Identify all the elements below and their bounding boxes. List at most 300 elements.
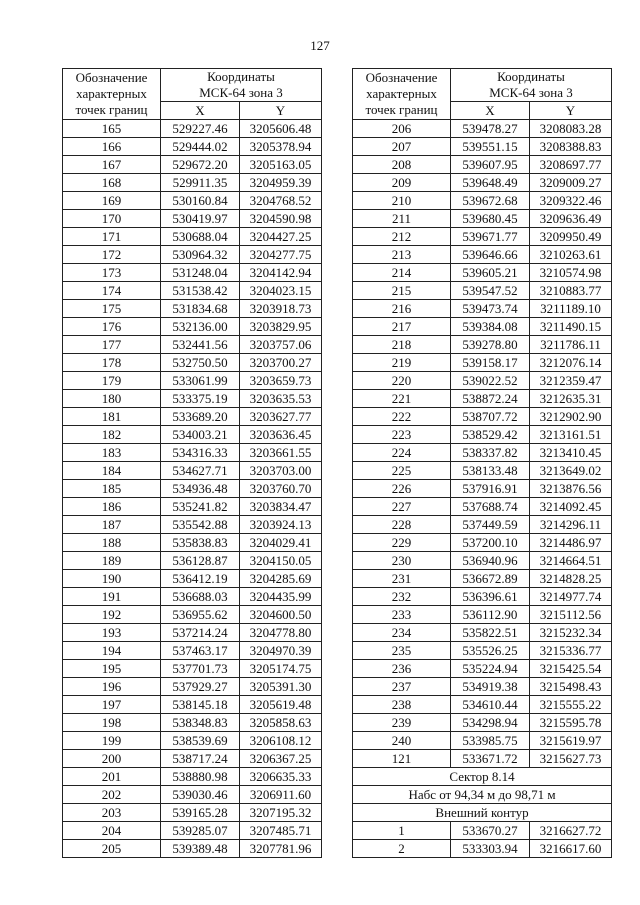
- x-coordinate-cell: 539551.15: [451, 138, 530, 156]
- x-coordinate-cell: 533985.75: [451, 732, 530, 750]
- x-header: X: [451, 102, 530, 120]
- y-coordinate-cell: 3209636.49: [530, 210, 612, 228]
- y-coordinate-cell: 3205174.75: [240, 660, 322, 678]
- point-id-cell: 179: [63, 372, 161, 390]
- x-coordinate-cell: 539389.48: [161, 840, 240, 858]
- y-coordinate-cell: 3214664.51: [530, 552, 612, 570]
- table-row: [353, 498, 612, 516]
- point-id-cell: 229: [353, 534, 451, 552]
- x-coordinate-cell: 530688.04: [161, 228, 240, 246]
- table-row: [353, 138, 612, 156]
- point-id-cell: 195: [63, 660, 161, 678]
- table-row: [63, 156, 322, 174]
- y-coordinate-cell: 3209009.27: [530, 174, 612, 192]
- point-id-cell: 182: [63, 426, 161, 444]
- y-coordinate-cell: 3204778.80: [240, 624, 322, 642]
- coordinates-table-right: [352, 68, 612, 858]
- x-coordinate-cell: 533670.27: [451, 822, 530, 840]
- coordinates-header: Координаты МСК-64 зона 3: [451, 69, 612, 102]
- table-row: [353, 480, 612, 498]
- x-coordinate-cell: 534003.21: [161, 426, 240, 444]
- table-row: [353, 300, 612, 318]
- table-row: [63, 228, 322, 246]
- table-row: [63, 624, 322, 642]
- y-coordinate-cell: 3214977.74: [530, 588, 612, 606]
- table-row: [63, 534, 322, 552]
- point-id-cell: 193: [63, 624, 161, 642]
- table-row: [63, 696, 322, 714]
- y-coordinate-cell: 3215627.73: [530, 750, 612, 768]
- point-id-cell: 219: [353, 354, 451, 372]
- y-coordinate-cell: 3204435.99: [240, 588, 322, 606]
- point-id-cell: 217: [353, 318, 451, 336]
- x-coordinate-cell: 531248.04: [161, 264, 240, 282]
- coordinates-table-left: [62, 68, 322, 858]
- page-number: 127: [310, 38, 330, 53]
- point-id-cell: 225: [353, 462, 451, 480]
- point-id-cell: 184: [63, 462, 161, 480]
- table-row: [353, 840, 612, 858]
- table-row: [63, 516, 322, 534]
- point-id-cell: 168: [63, 174, 161, 192]
- x-coordinate-cell: 539022.52: [451, 372, 530, 390]
- table-row: [63, 786, 322, 804]
- y-coordinate-cell: 3203760.70: [240, 480, 322, 498]
- x-coordinate-cell: 534936.48: [161, 480, 240, 498]
- y-coordinate-cell: 3205619.48: [240, 696, 322, 714]
- table-row: [63, 336, 322, 354]
- x-coordinate-cell: 537214.24: [161, 624, 240, 642]
- x-coordinate-cell: 534627.71: [161, 462, 240, 480]
- y-coordinate-cell: 3213410.45: [530, 444, 612, 462]
- table-row: [63, 642, 322, 660]
- sector-contour-label: Внешний контур: [353, 804, 612, 822]
- x-coordinate-cell: 538880.98: [161, 768, 240, 786]
- point-id-cell: 169: [63, 192, 161, 210]
- y-coordinate-cell: 3215619.97: [530, 732, 612, 750]
- x-coordinate-cell: 538133.48: [451, 462, 530, 480]
- table-row: [63, 174, 322, 192]
- point-id-cell: 203: [63, 804, 161, 822]
- table-row: [353, 282, 612, 300]
- point-id-cell: 183: [63, 444, 161, 462]
- point-id-cell: 186: [63, 498, 161, 516]
- y-coordinate-cell: 3203636.45: [240, 426, 322, 444]
- y-coordinate-cell: 3204023.15: [240, 282, 322, 300]
- x-coordinate-cell: 529911.35: [161, 174, 240, 192]
- table-row: [353, 390, 612, 408]
- x-coordinate-cell: 530160.84: [161, 192, 240, 210]
- y-coordinate-cell: 3211786.11: [530, 336, 612, 354]
- table-row: [63, 282, 322, 300]
- sector-height-range: Набс от 94,34 м до 98,71 м: [353, 786, 612, 804]
- x-coordinate-cell: 539680.45: [451, 210, 530, 228]
- y-coordinate-cell: 3210574.98: [530, 264, 612, 282]
- y-coordinate-cell: 3204970.39: [240, 642, 322, 660]
- y-coordinate-cell: 3213161.51: [530, 426, 612, 444]
- y-coordinate-cell: 3203661.55: [240, 444, 322, 462]
- point-id-cell: 202: [63, 786, 161, 804]
- x-coordinate-cell: 539165.28: [161, 804, 240, 822]
- point-id-cell: 236: [353, 660, 451, 678]
- y-coordinate-cell: 3204150.05: [240, 552, 322, 570]
- point-id-cell: 171: [63, 228, 161, 246]
- table-row: [63, 300, 322, 318]
- point-id-cell: 197: [63, 696, 161, 714]
- x-coordinate-cell: 536672.89: [451, 570, 530, 588]
- x-coordinate-cell: 539285.07: [161, 822, 240, 840]
- table-row: [63, 732, 322, 750]
- x-coordinate-cell: 535224.94: [451, 660, 530, 678]
- y-coordinate-cell: 3215425.54: [530, 660, 612, 678]
- point-id-cell: 232: [353, 588, 451, 606]
- point-id-cell: 189: [63, 552, 161, 570]
- point-id-cell: 228: [353, 516, 451, 534]
- table-row: [353, 354, 612, 372]
- x-coordinate-cell: 539547.52: [451, 282, 530, 300]
- y-coordinate-cell: 3205858.63: [240, 714, 322, 732]
- point-id-cell: 191: [63, 588, 161, 606]
- x-coordinate-cell: 533061.99: [161, 372, 240, 390]
- point-id-cell: 176: [63, 318, 161, 336]
- y-coordinate-cell: 3207485.71: [240, 822, 322, 840]
- x-coordinate-cell: 536955.62: [161, 606, 240, 624]
- y-coordinate-cell: 3205606.48: [240, 120, 322, 138]
- table-row: [63, 804, 322, 822]
- table-row: [353, 570, 612, 588]
- x-header: X: [161, 102, 240, 120]
- x-coordinate-cell: 538145.18: [161, 696, 240, 714]
- y-coordinate-cell: 3203924.13: [240, 516, 322, 534]
- point-id-cell: 213: [353, 246, 451, 264]
- x-coordinate-cell: 530419.97: [161, 210, 240, 228]
- x-coordinate-cell: 538337.82: [451, 444, 530, 462]
- table-row: [353, 228, 612, 246]
- point-id-cell: 166: [63, 138, 161, 156]
- x-coordinate-cell: 538348.83: [161, 714, 240, 732]
- table-row: [353, 120, 612, 138]
- table-row: [63, 678, 322, 696]
- x-coordinate-cell: 535241.82: [161, 498, 240, 516]
- table-row: [353, 156, 612, 174]
- point-id-cell: 237: [353, 678, 451, 696]
- point-id-cell: 220: [353, 372, 451, 390]
- y-coordinate-cell: 3203700.27: [240, 354, 322, 372]
- x-coordinate-cell: 535838.83: [161, 534, 240, 552]
- x-coordinate-cell: 534919.38: [451, 678, 530, 696]
- y-coordinate-cell: 3213876.56: [530, 480, 612, 498]
- y-coordinate-cell: 3204142.94: [240, 264, 322, 282]
- point-id-cell: 198: [63, 714, 161, 732]
- table-row: [63, 120, 322, 138]
- table-row: [63, 480, 322, 498]
- point-id-cell: 121: [353, 750, 451, 768]
- y-coordinate-cell: 3214486.97: [530, 534, 612, 552]
- table-row: [353, 516, 612, 534]
- y-coordinate-cell: 3215112.56: [530, 606, 612, 624]
- table-row: [63, 372, 322, 390]
- y-coordinate-cell: 3203627.77: [240, 408, 322, 426]
- table-row: [353, 750, 612, 768]
- coordinates-header: Координаты МСК-64 зона 3: [161, 69, 322, 102]
- point-id-cell: 216: [353, 300, 451, 318]
- x-coordinate-cell: 537701.73: [161, 660, 240, 678]
- table-row: [353, 336, 612, 354]
- y-coordinate-cell: 3203635.53: [240, 390, 322, 408]
- y-coordinate-cell: 3212076.14: [530, 354, 612, 372]
- y-coordinate-cell: 3210263.61: [530, 246, 612, 264]
- y-coordinate-cell: 3211490.15: [530, 318, 612, 336]
- y-coordinate-cell: 3206367.25: [240, 750, 322, 768]
- y-coordinate-cell: 3216627.72: [530, 822, 612, 840]
- y-coordinate-cell: 3215336.77: [530, 642, 612, 660]
- point-id-cell: 215: [353, 282, 451, 300]
- x-coordinate-cell: 533671.72: [451, 750, 530, 768]
- table-row: [353, 174, 612, 192]
- x-coordinate-cell: 529444.02: [161, 138, 240, 156]
- y-coordinate-cell: 3203757.06: [240, 336, 322, 354]
- y-coordinate-cell: 3204285.69: [240, 570, 322, 588]
- x-coordinate-cell: 536412.19: [161, 570, 240, 588]
- table-row: [63, 750, 322, 768]
- point-id-cell: 209: [353, 174, 451, 192]
- point-id-cell: 230: [353, 552, 451, 570]
- y-coordinate-cell: 3204427.25: [240, 228, 322, 246]
- x-coordinate-cell: 537688.74: [451, 498, 530, 516]
- x-coordinate-cell: 537463.17: [161, 642, 240, 660]
- point-id-cell: 187: [63, 516, 161, 534]
- x-coordinate-cell: 534316.33: [161, 444, 240, 462]
- x-coordinate-cell: 539672.68: [451, 192, 530, 210]
- point-id-cell: 234: [353, 624, 451, 642]
- y-coordinate-cell: 3204600.50: [240, 606, 322, 624]
- y-coordinate-cell: 3210883.77: [530, 282, 612, 300]
- point-id-cell: 235: [353, 642, 451, 660]
- y-coordinate-cell: 3212902.90: [530, 408, 612, 426]
- point-id-cell: 177: [63, 336, 161, 354]
- y-coordinate-cell: 3204029.41: [240, 534, 322, 552]
- table-row: [353, 192, 612, 210]
- table-row: [353, 246, 612, 264]
- point-id-cell: 221: [353, 390, 451, 408]
- point-id-cell: 199: [63, 732, 161, 750]
- table-row: [353, 606, 612, 624]
- x-coordinate-cell: 537200.10: [451, 534, 530, 552]
- x-coordinate-cell: 539605.21: [451, 264, 530, 282]
- x-coordinate-cell: 532441.56: [161, 336, 240, 354]
- table-row: [63, 768, 322, 786]
- point-id-cell: 181: [63, 408, 161, 426]
- point-id-cell: 223: [353, 426, 451, 444]
- x-coordinate-cell: 529672.20: [161, 156, 240, 174]
- designation-header: Обозначение характерных точек границ: [353, 69, 451, 120]
- x-coordinate-cell: 539158.17: [451, 354, 530, 372]
- point-id-cell: 204: [63, 822, 161, 840]
- point-id-cell: 205: [63, 840, 161, 858]
- y-coordinate-cell: 3211189.10: [530, 300, 612, 318]
- y-coordinate-cell: 3216617.60: [530, 840, 612, 858]
- table-row: [353, 552, 612, 570]
- table-row: [353, 426, 612, 444]
- point-id-cell: 180: [63, 390, 161, 408]
- table-row: [63, 606, 322, 624]
- y-coordinate-cell: 3207781.96: [240, 840, 322, 858]
- x-coordinate-cell: 539278.80: [451, 336, 530, 354]
- point-id-cell: 173: [63, 264, 161, 282]
- y-coordinate-cell: 3205163.05: [240, 156, 322, 174]
- y-coordinate-cell: 3206635.33: [240, 768, 322, 786]
- x-coordinate-cell: 530964.32: [161, 246, 240, 264]
- table-row: [63, 246, 322, 264]
- x-coordinate-cell: 539478.27: [451, 120, 530, 138]
- x-coordinate-cell: 539384.08: [451, 318, 530, 336]
- sector-title: Сектор 8.14: [353, 768, 612, 786]
- table-row: [63, 552, 322, 570]
- point-id-cell: 240: [353, 732, 451, 750]
- x-coordinate-cell: 538707.72: [451, 408, 530, 426]
- point-id-cell: 196: [63, 678, 161, 696]
- y-coordinate-cell: 3203703.00: [240, 462, 322, 480]
- y-coordinate-cell: 3208083.28: [530, 120, 612, 138]
- point-id-cell: 206: [353, 120, 451, 138]
- point-id-cell: 175: [63, 300, 161, 318]
- point-id-cell: 194: [63, 642, 161, 660]
- y-coordinate-cell: 3203834.47: [240, 498, 322, 516]
- y-coordinate-cell: 3208697.77: [530, 156, 612, 174]
- point-id-cell: 239: [353, 714, 451, 732]
- y-coordinate-cell: 3204768.52: [240, 192, 322, 210]
- x-coordinate-cell: 539030.46: [161, 786, 240, 804]
- point-id-cell: 200: [63, 750, 161, 768]
- y-coordinate-cell: 3214296.11: [530, 516, 612, 534]
- x-coordinate-cell: 537929.27: [161, 678, 240, 696]
- y-coordinate-cell: 3215232.34: [530, 624, 612, 642]
- point-id-cell: 170: [63, 210, 161, 228]
- point-id-cell: 192: [63, 606, 161, 624]
- table-row: [63, 570, 322, 588]
- table-row: [353, 210, 612, 228]
- table-row: [63, 138, 322, 156]
- point-id-cell: 210: [353, 192, 451, 210]
- point-id-cell: 201: [63, 768, 161, 786]
- x-coordinate-cell: 533375.19: [161, 390, 240, 408]
- y-coordinate-cell: 3205391.30: [240, 678, 322, 696]
- table-row: [353, 732, 612, 750]
- point-id-cell: 188: [63, 534, 161, 552]
- x-coordinate-cell: 539607.95: [451, 156, 530, 174]
- y-coordinate-cell: 3213649.02: [530, 462, 612, 480]
- point-id-cell: 222: [353, 408, 451, 426]
- y-coordinate-cell: 3206108.12: [240, 732, 322, 750]
- y-coordinate-cell: 3207195.32: [240, 804, 322, 822]
- table-row: [353, 462, 612, 480]
- y-coordinate-cell: 3214828.25: [530, 570, 612, 588]
- table-row: [63, 318, 322, 336]
- x-coordinate-cell: 534610.44: [451, 696, 530, 714]
- x-coordinate-cell: 538539.69: [161, 732, 240, 750]
- point-id-cell: 238: [353, 696, 451, 714]
- x-coordinate-cell: 539473.74: [451, 300, 530, 318]
- point-id-cell: 226: [353, 480, 451, 498]
- point-id-cell: 227: [353, 498, 451, 516]
- table-row: [63, 390, 322, 408]
- designation-header: Обозначение характерных точек границ: [63, 69, 161, 120]
- point-id-cell: 185: [63, 480, 161, 498]
- point-id-cell: 167: [63, 156, 161, 174]
- x-coordinate-cell: 538872.24: [451, 390, 530, 408]
- table-row: [63, 192, 322, 210]
- point-id-cell: 212: [353, 228, 451, 246]
- x-coordinate-cell: 532136.00: [161, 318, 240, 336]
- table-row: [63, 588, 322, 606]
- table-row: [63, 426, 322, 444]
- y-coordinate-cell: 3203829.95: [240, 318, 322, 336]
- table-row: [63, 354, 322, 372]
- table-row: [63, 714, 322, 732]
- point-id-cell: 208: [353, 156, 451, 174]
- y-coordinate-cell: 3204590.98: [240, 210, 322, 228]
- table-row: [353, 714, 612, 732]
- y-coordinate-cell: 3204277.75: [240, 246, 322, 264]
- table-row: [353, 408, 612, 426]
- table-row: [63, 822, 322, 840]
- x-coordinate-cell: 531538.42: [161, 282, 240, 300]
- y-coordinate-cell: 3215498.43: [530, 678, 612, 696]
- x-coordinate-cell: 534298.94: [451, 714, 530, 732]
- x-coordinate-cell: 539671.77: [451, 228, 530, 246]
- point-id-cell: 190: [63, 570, 161, 588]
- x-coordinate-cell: 538529.42: [451, 426, 530, 444]
- table-row: [353, 588, 612, 606]
- table-row: [63, 462, 322, 480]
- x-coordinate-cell: 532750.50: [161, 354, 240, 372]
- y-coordinate-cell: 3215555.22: [530, 696, 612, 714]
- point-id-cell: 211: [353, 210, 451, 228]
- y-coordinate-cell: 3212359.47: [530, 372, 612, 390]
- table-row: [353, 318, 612, 336]
- table-row: [353, 444, 612, 462]
- x-coordinate-cell: 536112.90: [451, 606, 530, 624]
- table-row: [63, 210, 322, 228]
- point-id-cell: 233: [353, 606, 451, 624]
- y-coordinate-cell: 3212635.31: [530, 390, 612, 408]
- table-row: [353, 264, 612, 282]
- x-coordinate-cell: 536688.03: [161, 588, 240, 606]
- x-coordinate-cell: 539648.49: [451, 174, 530, 192]
- point-id-cell: 218: [353, 336, 451, 354]
- y-coordinate-cell: 3206911.60: [240, 786, 322, 804]
- table-row: [353, 678, 612, 696]
- y-coordinate-cell: 3215595.78: [530, 714, 612, 732]
- y-coordinate-cell: 3208388.83: [530, 138, 612, 156]
- point-id-cell: 172: [63, 246, 161, 264]
- point-id-cell: 1: [353, 822, 451, 840]
- y-coordinate-cell: 3214092.45: [530, 498, 612, 516]
- y-header: Y: [530, 102, 612, 120]
- point-id-cell: 231: [353, 570, 451, 588]
- table-row: [63, 444, 322, 462]
- point-id-cell: 178: [63, 354, 161, 372]
- table-row: [63, 660, 322, 678]
- table-row: [353, 822, 612, 840]
- x-coordinate-cell: 537916.91: [451, 480, 530, 498]
- x-coordinate-cell: 531834.68: [161, 300, 240, 318]
- y-coordinate-cell: 3205378.94: [240, 138, 322, 156]
- table-row: [353, 642, 612, 660]
- point-id-cell: 214: [353, 264, 451, 282]
- x-coordinate-cell: 535526.25: [451, 642, 530, 660]
- table-row: [353, 660, 612, 678]
